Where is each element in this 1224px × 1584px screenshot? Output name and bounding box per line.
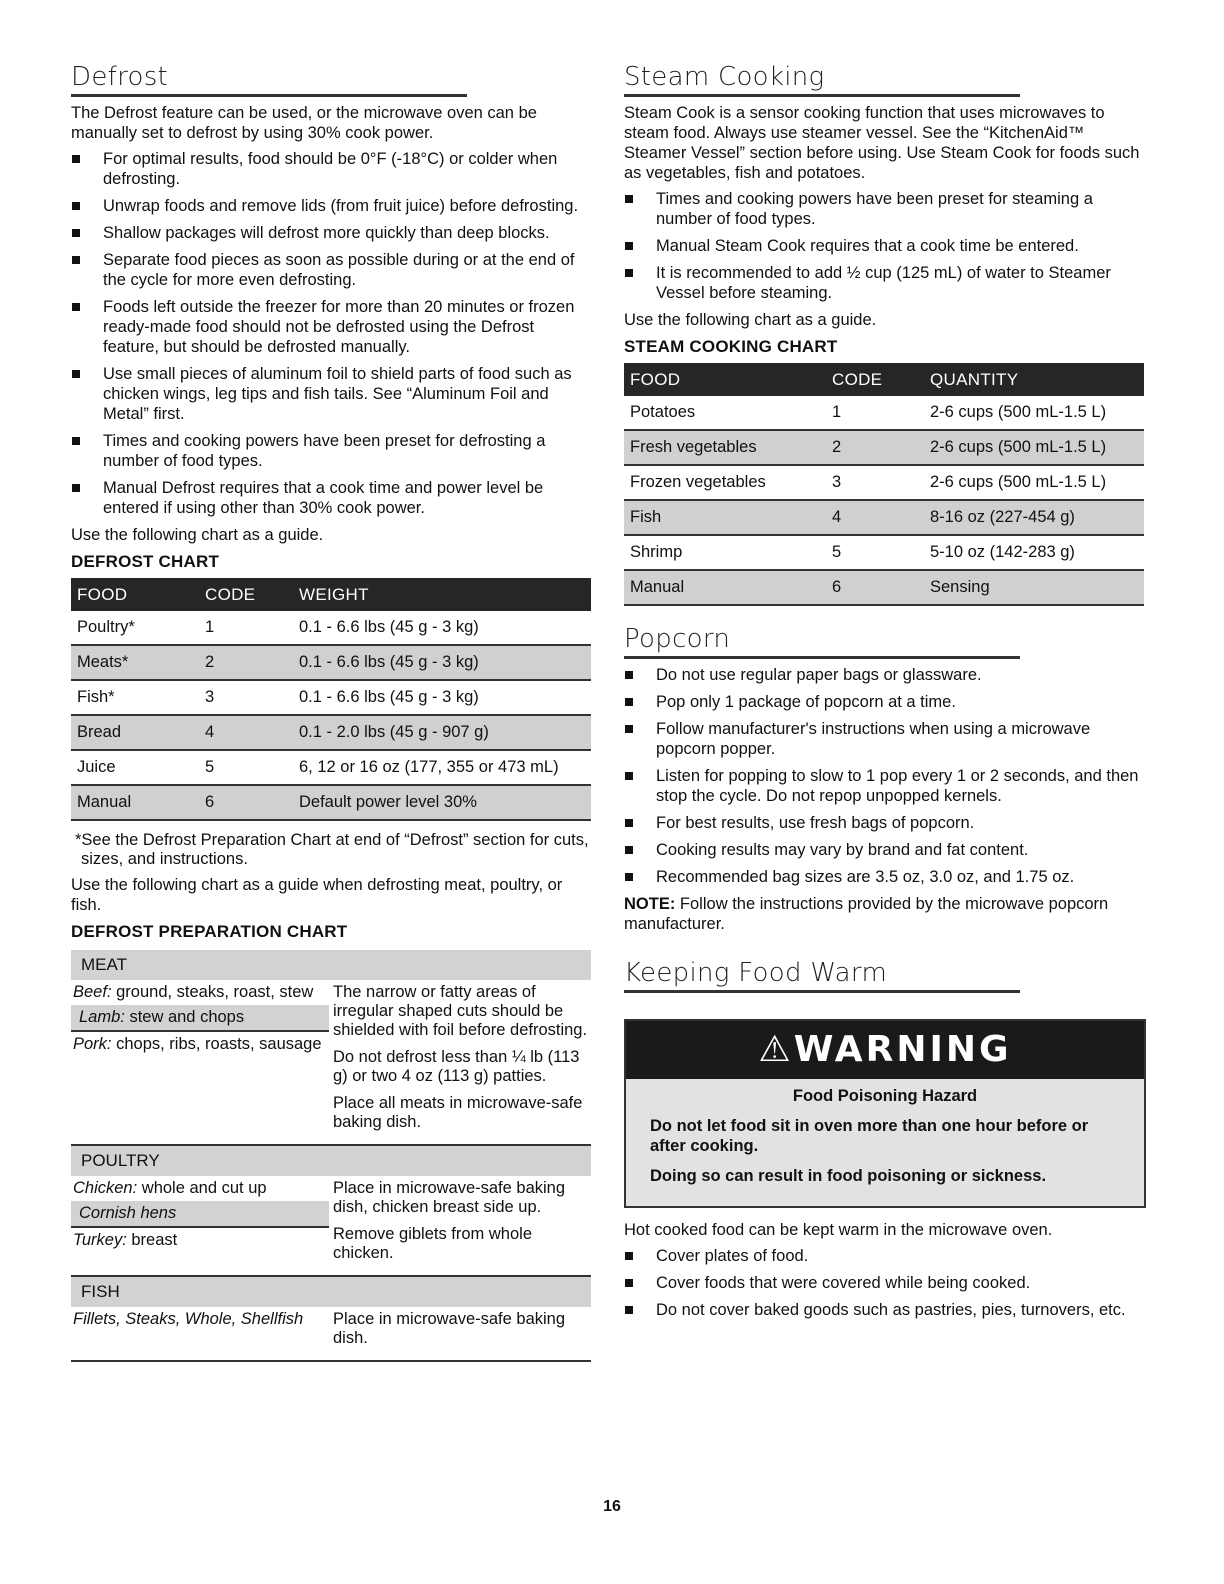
warning-header: ⚠WARNING	[626, 1021, 1144, 1079]
table-row	[624, 465, 1144, 500]
list-item: Recommended bag sizes are 3.5 oz, 3.0 oz, and 1.75 oz.	[624, 867, 1144, 887]
table-cell: 4	[826, 500, 924, 535]
prep-item-label: Fillets, Steaks, Whole, Shellfish	[73, 1310, 304, 1328]
prep-poultry-head: POULTRY	[71, 1146, 591, 1176]
prep-item-label: Chicken:	[73, 1179, 138, 1197]
popcorn-note	[624, 894, 1144, 934]
prep-poultry-section	[71, 1146, 591, 1277]
prep-item-pork	[71, 1035, 333, 1057]
prep-fish-head: FISH	[71, 1277, 591, 1307]
table-row	[71, 680, 591, 715]
table-cell: 8-16 oz (227-454 g)	[924, 500, 1144, 535]
table-header-row	[71, 578, 591, 611]
list-item: Foods left outside the freezer for more than 20 minutes or frozen ready-made food should not be defrosted using the Defrost feature, but should be defrosted manually.	[71, 297, 591, 357]
prep-item-label: Turkey:	[73, 1231, 127, 1249]
table-cell: 1	[826, 396, 924, 430]
table-cell: 0.1 - 2.0 lbs (45 g - 907 g)	[293, 715, 591, 750]
prep-meat-body	[71, 980, 591, 1144]
table-cell: Fish	[624, 500, 826, 535]
table-cell: 6	[826, 570, 924, 605]
prep-item-chicken	[71, 1179, 333, 1201]
prep-poultry-items	[71, 1179, 333, 1271]
prep-item-cornish	[71, 1201, 329, 1228]
prep-note: Remove giblets from whole chicken.	[333, 1225, 532, 1262]
list-item: Cover foods that were covered while being cooked.	[624, 1273, 1144, 1293]
prep-note: Place in microwave-safe baking dish, chicken breast side up.	[333, 1179, 566, 1216]
right-column	[624, 62, 1144, 1327]
table-cell: 2-6 cups (500 mL-1.5 L)	[924, 396, 1144, 430]
prep-fish-notes	[333, 1310, 591, 1356]
list-item: It is recommended to add ½ cup (125 mL) of water to Steamer Vessel before steaming.	[624, 263, 1144, 303]
defrost-guide: Use the following chart as a guide.	[71, 526, 324, 544]
steam-intro: Steam Cook is a sensor cooking function that uses microwaves to steam food. Always use steamer vessel. See the “KitchenAid™ Steamer Vessel” section before using. Use Steam Cook for foods such as vegetables, fish and potatoes.	[624, 104, 1140, 182]
prep-item-label: Lamb:	[79, 1008, 125, 1026]
prep-fish-body	[71, 1307, 591, 1360]
prep-guide: Use the following chart as a guide when defrosting meat, poultry, or fish.	[71, 876, 563, 914]
popcorn-title: Popcorn	[624, 624, 1020, 659]
table-cell: Juice	[71, 750, 199, 785]
table-cell: 5	[826, 535, 924, 570]
prep-note: Place in microwave-safe baking dish.	[333, 1310, 566, 1347]
prep-chart-title: DEFROST PREPARATION CHART	[71, 922, 348, 941]
prep-meat-head: MEAT	[71, 950, 591, 980]
table-cell: 4	[199, 715, 293, 750]
prep-meat-notes	[333, 983, 591, 1140]
list-item: For best results, use fresh bags of popcorn.	[624, 813, 1144, 833]
list-item: Manual Steam Cook requires that a cook time be entered.	[624, 236, 1144, 256]
defrost-chart-title: DEFROST CHART	[71, 552, 220, 571]
table-row	[71, 645, 591, 680]
table-cell: 1	[199, 611, 293, 645]
note-text: Follow the instructions provided by the microwave popcorn manufacturer.	[624, 895, 1109, 933]
list-item: Do not cover baked goods such as pastries, pies, turnovers, etc.	[624, 1300, 1144, 1320]
list-item: Listen for popping to slow to 1 pop every 1 or 2 seconds, and then stop the cycle. Do not repop unpopped kernels.	[624, 766, 1144, 806]
table-cell: 6	[199, 785, 293, 820]
defrost-intro: The Defrost feature can be used, or the microwave oven can be manually set to defrost by using 30% cook power.	[71, 104, 537, 142]
column-header: FOOD	[71, 578, 199, 611]
prep-fish-items	[71, 1310, 333, 1356]
prep-item-fish	[71, 1310, 333, 1332]
table-cell: 2	[826, 430, 924, 465]
list-item: For optimal results, food should be 0°F (-18°C) or colder when defrosting.	[71, 149, 591, 189]
prep-item-text: whole and cut up	[137, 1179, 267, 1197]
prep-note: The narrow or fatty areas of irregular shaped cuts should be shielded with foil before defrosting.	[333, 983, 588, 1039]
table-row	[624, 430, 1144, 465]
prep-item-text: chops, ribs, roasts, sausage	[111, 1035, 322, 1053]
warm-intro: Hot cooked food can be kept warm in the microwave oven.	[624, 1221, 1053, 1239]
page-number: 16	[603, 1498, 621, 1515]
table-header-row	[624, 363, 1144, 396]
table-cell: 2-6 cups (500 mL-1.5 L)	[924, 430, 1144, 465]
column-header: WEIGHT	[293, 578, 591, 611]
list-item: Unwrap foods and remove lids (from fruit juice) before defrosting.	[71, 196, 591, 216]
table-row	[71, 750, 591, 785]
prep-item-text: breast	[126, 1231, 178, 1249]
table-cell: 0.1 - 6.6 lbs (45 g - 3 kg)	[293, 611, 591, 645]
table-row	[624, 570, 1144, 605]
list-item: Cooking results may vary by brand and fat content.	[624, 840, 1144, 860]
table-cell: Bread	[71, 715, 199, 750]
column-header: CODE	[826, 363, 924, 396]
steam-chart	[624, 363, 1144, 606]
list-item: Times and cooking powers have been preset for steaming a number of food types.	[624, 189, 1144, 229]
table-cell: 2	[199, 645, 293, 680]
steam-guide: Use the following chart as a guide.	[624, 311, 877, 329]
prep-note: Do not defrost less than ¼ lb (113 g) or two 4 oz (113 g) patties.	[333, 1048, 580, 1085]
table-cell: Sensing	[924, 570, 1144, 605]
table-row	[624, 500, 1144, 535]
prep-item-lamb	[71, 1005, 329, 1032]
table-cell: 0.1 - 6.6 lbs (45 g - 3 kg)	[293, 680, 591, 715]
column-header: CODE	[199, 578, 293, 611]
prep-poultry-notes	[333, 1179, 591, 1271]
prep-item-text: stew and chops	[124, 1008, 245, 1026]
defrost-title: Defrost	[71, 62, 467, 97]
list-item: Separate food pieces as soon as possible during or at the end of the cycle for more even defrosting.	[71, 250, 591, 290]
table-cell: Shrimp	[624, 535, 826, 570]
left-column	[71, 62, 591, 1362]
column-header: FOOD	[624, 363, 826, 396]
defrost-chart	[71, 578, 591, 821]
table-cell: 0.1 - 6.6 lbs (45 g - 3 kg)	[293, 645, 591, 680]
table-cell: Meats*	[71, 645, 199, 680]
warm-bullets	[624, 1246, 1144, 1320]
table-cell: Fresh vegetables	[624, 430, 826, 465]
prep-item-beef	[71, 983, 333, 1005]
table-cell: Manual	[71, 785, 199, 820]
list-item: Manual Defrost requires that a cook time and power level be entered if using other than 30% cook power.	[71, 478, 591, 518]
prep-note: Place all meats in microwave-safe baking dish.	[333, 1094, 583, 1131]
table-cell: 2-6 cups (500 mL-1.5 L)	[924, 465, 1144, 500]
list-item: Times and cooking powers have been preset for defrosting a number of food types.	[71, 431, 591, 471]
table-cell: 5-10 oz (142-283 g)	[924, 535, 1144, 570]
warning-line: Doing so can result in food poisoning or sickness.	[650, 1167, 1047, 1185]
prep-item-turkey	[71, 1231, 333, 1253]
table-cell: Potatoes	[624, 396, 826, 430]
table-cell: Frozen vegetables	[624, 465, 826, 500]
prep-item-label: Cornish hens	[79, 1204, 177, 1222]
defrost-bullets	[71, 149, 591, 518]
warm-title: Keeping Food Warm	[624, 958, 1020, 993]
warning-body	[626, 1079, 1144, 1206]
table-cell: Poultry*	[71, 611, 199, 645]
warning-line: Do not let food sit in oven more than one hour before or after cooking.	[650, 1117, 1089, 1155]
popcorn-bullets	[624, 665, 1144, 887]
table-cell: Manual	[624, 570, 826, 605]
table-cell: 5	[199, 750, 293, 785]
prep-meat-section	[71, 950, 591, 1146]
table-row	[624, 535, 1144, 570]
warning-box	[624, 1019, 1146, 1208]
prep-item-text: ground, steaks, roast, stew	[111, 983, 314, 1001]
table-row	[624, 396, 1144, 430]
table-cell: 3	[826, 465, 924, 500]
list-item: Follow manufacturer's instructions when using a microwave popcorn popper.	[624, 719, 1144, 759]
table-cell: 6, 12 or 16 oz (177, 355 or 473 mL)	[293, 750, 591, 785]
table-row	[71, 785, 591, 820]
note-label: NOTE:	[624, 895, 676, 913]
prep-item-label: Beef:	[73, 983, 112, 1001]
prep-fish-section	[71, 1277, 591, 1362]
steam-title: Steam Cooking	[624, 62, 1020, 97]
prep-item-label: Pork:	[73, 1035, 112, 1053]
table-row	[71, 715, 591, 750]
prep-meat-items	[71, 983, 333, 1140]
steam-chart-title: STEAM COOKING CHART	[624, 337, 838, 356]
list-item: Do not use regular paper bags or glassware.	[624, 665, 1144, 685]
table-cell: Default power level 30%	[293, 785, 591, 820]
list-item: Shallow packages will defrost more quickly than deep blocks.	[71, 223, 591, 243]
table-cell: 3	[199, 680, 293, 715]
steam-bullets	[624, 189, 1144, 303]
defrost-footnote: *See the Defrost Preparation Chart at end of “Defrost” section for cuts, sizes, and instructions.	[75, 831, 589, 868]
hazard-title: Food Poisoning Hazard	[792, 1087, 978, 1105]
list-item: Pop only 1 package of popcorn at a time.	[624, 692, 1144, 712]
table-row	[71, 611, 591, 645]
prep-poultry-body	[71, 1176, 591, 1275]
column-header: QUANTITY	[924, 363, 1144, 396]
table-cell: Fish*	[71, 680, 199, 715]
list-item: Cover plates of food.	[624, 1246, 1144, 1266]
list-item: Use small pieces of aluminum foil to shield parts of food such as chicken wings, leg tips and fish tails. See “Aluminum Foil and Metal” first.	[71, 364, 591, 424]
